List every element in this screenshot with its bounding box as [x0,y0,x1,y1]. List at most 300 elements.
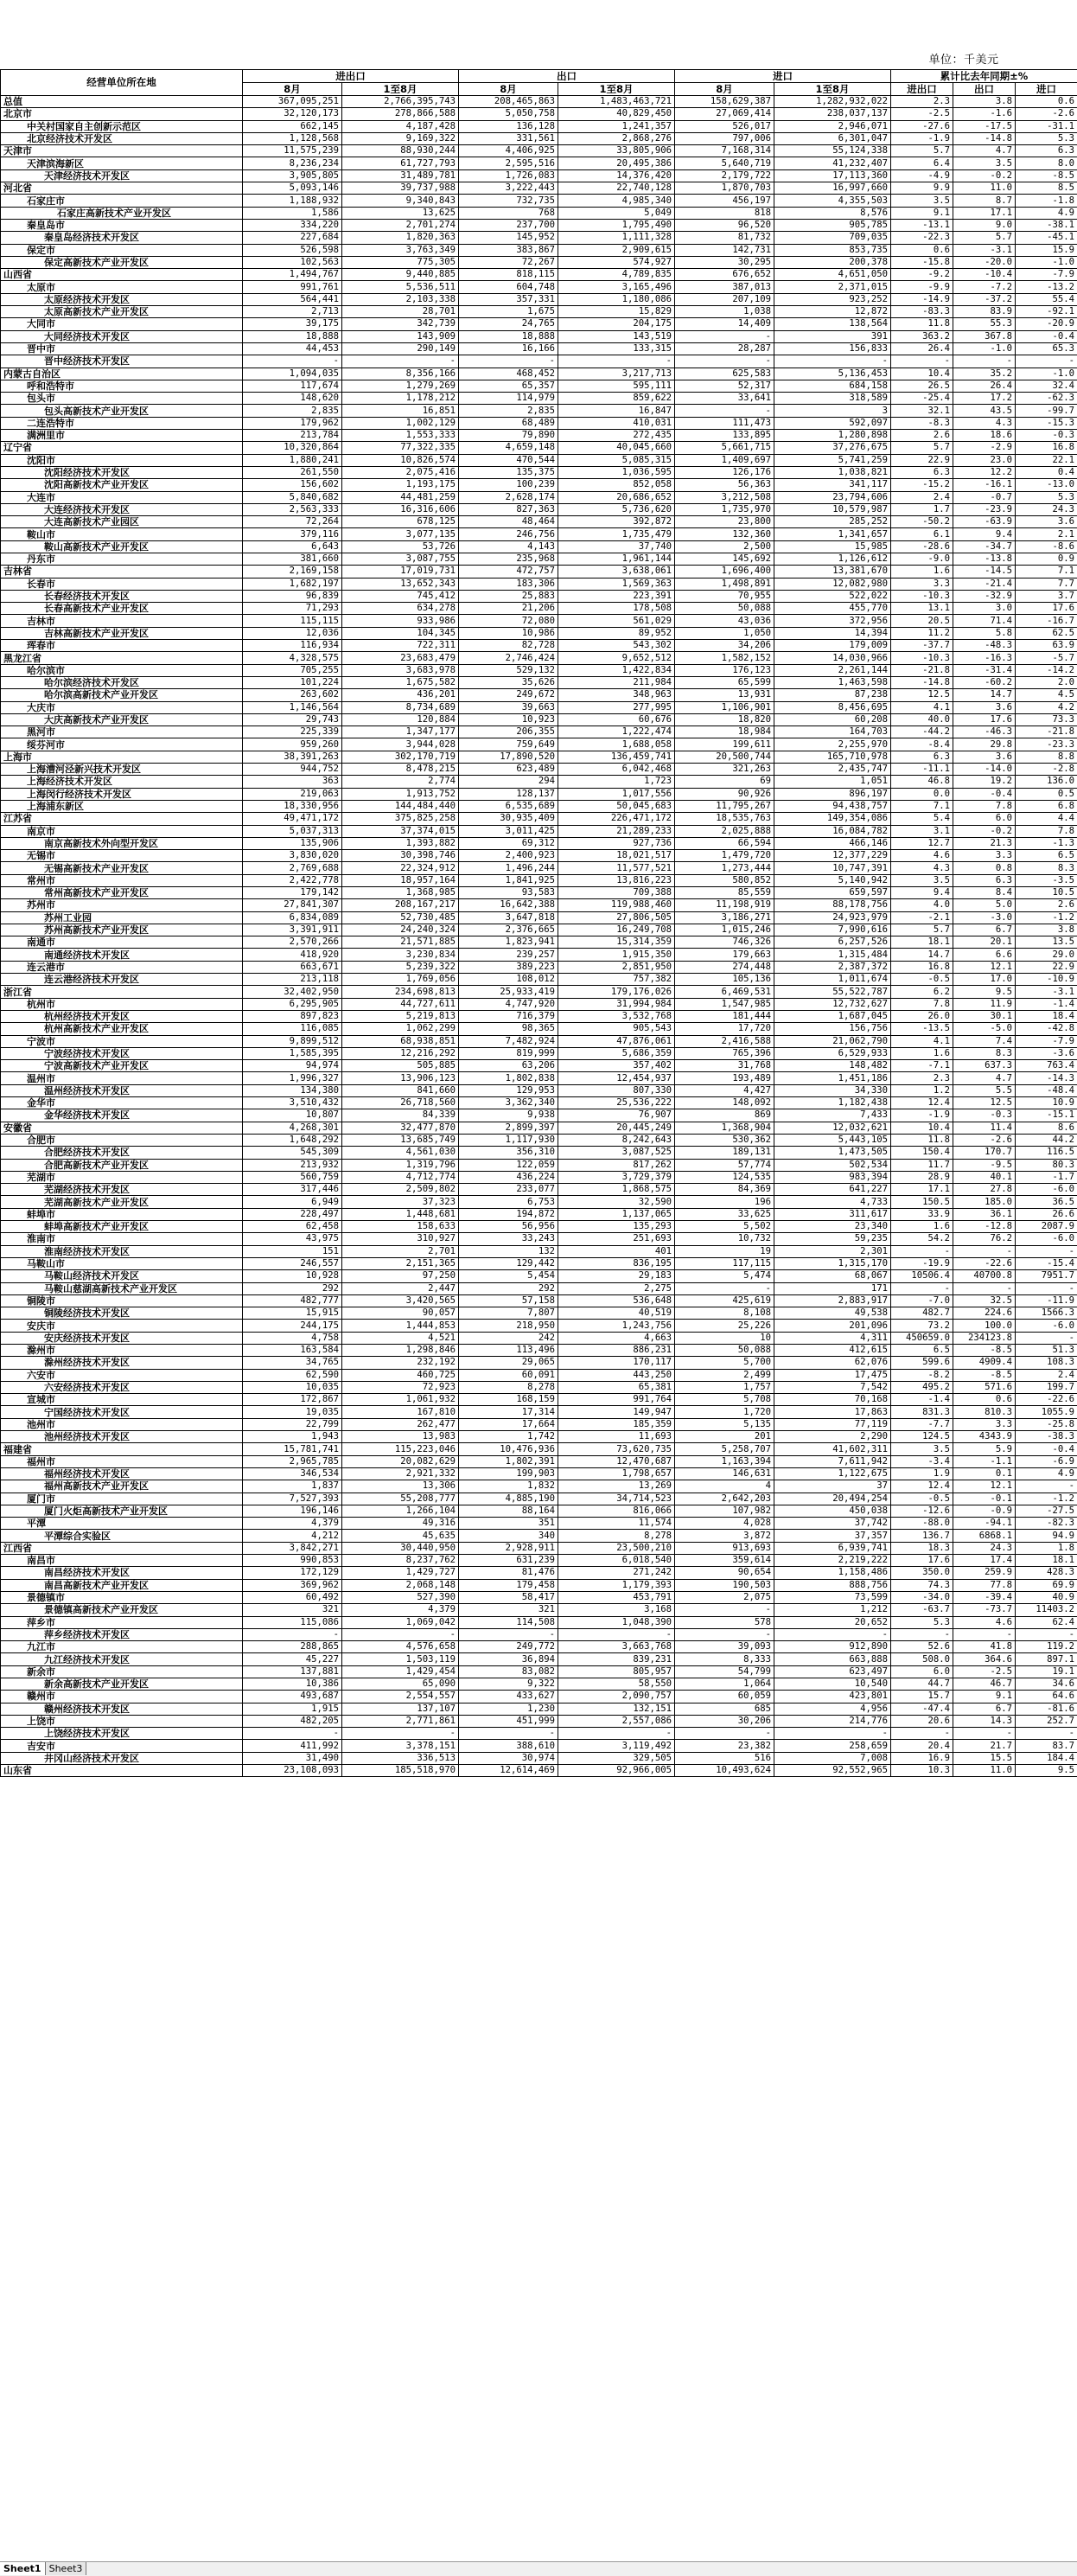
total-aug-cell: 545,309 [243,1147,342,1159]
export-aug-cell: 145,952 [459,232,558,244]
yoy-import-cell: 2.6 [1016,899,1077,911]
yoy-import-cell: -27.5 [1016,1505,1077,1517]
yoy-import-cell: 4.9 [1016,1467,1077,1480]
import-aug-cell: 625,583 [675,368,774,380]
total-jan-aug-cell: 4,712,774 [342,1171,459,1183]
region-name-cell: 合肥经济技术开发区 [1,1147,243,1159]
region-name-cell: 宣城市 [1,1394,243,1406]
total-aug-cell: 662,145 [243,120,342,132]
header-export: 出口 [459,70,675,83]
yoy-import-cell: 64.6 [1016,1691,1077,1703]
yoy-export-cell: 6.7 [953,924,1016,936]
import-jan-aug-cell: 7,990,616 [774,924,891,936]
yoy-export-cell: -8.5 [953,1344,1016,1356]
yoy-import-cell: 15.9 [1016,244,1077,256]
total-aug-cell: 135,906 [243,837,342,849]
import-aug-cell: 526,017 [675,120,774,132]
yoy-total-cell: -2.1 [891,911,953,924]
import-aug-cell: 107,982 [675,1505,774,1517]
header-total-jan-aug: 1至8月 [342,83,459,96]
import-jan-aug-cell: 138,564 [774,318,891,330]
region-name-cell: 丹东市 [1,553,243,565]
export-aug-cell: 88,164 [459,1505,558,1517]
import-jan-aug-cell: 6,529,933 [774,1047,891,1059]
import-jan-aug-cell: 14,030,966 [774,652,891,664]
table-row [1,590,1077,602]
import-jan-aug-cell: 285,252 [774,516,891,528]
export-aug-cell: 1,823,941 [459,936,558,949]
import-jan-aug-cell: 1,038,821 [774,466,891,478]
table-row [1,1591,1077,1603]
table-row [1,998,1077,1010]
total-aug-cell: 101,224 [243,676,342,688]
yoy-total-cell: -15.8 [891,256,953,268]
region-name-cell: 常州市 [1,874,243,886]
total-jan-aug-cell: 115,223,046 [342,1443,459,1455]
export-aug-cell: 470,544 [459,454,558,466]
total-aug-cell: 134,380 [243,1084,342,1096]
export-jan-aug-cell: 1,735,479 [558,528,675,540]
table-row [1,1047,1077,1059]
total-jan-aug-cell: 302,170,719 [342,751,459,763]
yoy-import-cell: - [1016,1245,1077,1257]
yoy-total-cell: 52.6 [891,1641,953,1653]
total-aug-cell: 1,094,035 [243,368,342,380]
total-aug-cell: 321 [243,1604,342,1616]
total-aug-cell: 3,842,271 [243,1542,342,1554]
table-row [1,368,1077,380]
total-jan-aug-cell: 137,107 [342,1703,459,1715]
total-aug-cell: 317,446 [243,1184,342,1196]
total-aug-cell: 116,934 [243,640,342,652]
total-aug-cell: 1,682,197 [243,578,342,590]
total-jan-aug-cell: - [342,1728,459,1740]
import-jan-aug-cell: 20,494,254 [774,1493,891,1505]
total-jan-aug-cell: 3,230,834 [342,949,459,961]
import-aug-cell: - [675,355,774,368]
region-name-cell: 连云港经济技术开发区 [1,974,243,986]
yoy-total-cell: 10.4 [891,368,953,380]
import-aug-cell: 4,028 [675,1518,774,1530]
yoy-export-cell: 17.0 [953,974,1016,986]
export-aug-cell: 623,489 [459,764,558,776]
export-aug-cell: 235,968 [459,553,558,565]
total-aug-cell: 2,713 [243,306,342,318]
total-jan-aug-cell: 342,739 [342,318,459,330]
yoy-import-cell: 36.5 [1016,1196,1077,1208]
yoy-import-cell: 1.8 [1016,1542,1077,1554]
import-jan-aug-cell: 238,037,137 [774,108,891,120]
total-jan-aug-cell: 1,347,177 [342,726,459,738]
yoy-export-cell: 5.0 [953,899,1016,911]
region-name-cell: 福州经济技术开发区 [1,1467,243,1480]
region-name-cell: 吉林市 [1,615,243,627]
import-aug-cell: 23,382 [675,1740,774,1752]
import-aug-cell: - [675,1628,774,1640]
total-jan-aug-cell: 4,521 [342,1332,459,1344]
import-jan-aug-cell: 171 [774,1282,891,1294]
import-jan-aug-cell: 1,315,170 [774,1257,891,1269]
export-aug-cell: 4,143 [459,540,558,553]
import-aug-cell: 50,088 [675,1344,774,1356]
total-aug-cell: 102,563 [243,256,342,268]
sheet-tab-sheet3[interactable]: Sheet3 [46,2562,87,2575]
yoy-import-cell: -6.0 [1016,1233,1077,1245]
import-jan-aug-cell: 912,890 [774,1641,891,1653]
region-name-cell: 内蒙古自治区 [1,368,243,380]
total-jan-aug-cell: 37,374,015 [342,825,459,837]
import-jan-aug-cell: 502,534 [774,1159,891,1171]
export-jan-aug-cell: 1,137,065 [558,1208,675,1220]
import-jan-aug-cell: 466,146 [774,837,891,849]
total-jan-aug-cell: 1,444,853 [342,1320,459,1332]
export-aug-cell: 135,375 [459,466,558,478]
total-jan-aug-cell: 13,685,749 [342,1134,459,1146]
import-jan-aug-cell: 663,888 [774,1653,891,1665]
import-aug-cell: 387,013 [675,281,774,293]
yoy-total-cell: 1.6 [891,1047,953,1059]
total-aug-cell: 15,781,741 [243,1443,342,1455]
yoy-import-cell: - [1016,1728,1077,1740]
total-aug-cell: 115,115 [243,615,342,627]
yoy-total-cell: 0.0 [891,788,953,800]
import-aug-cell: 18,535,763 [675,813,774,825]
import-jan-aug-cell: 8,456,695 [774,701,891,713]
import-aug-cell: 1,163,394 [675,1455,774,1467]
export-jan-aug-cell: 1,036,595 [558,466,675,478]
import-aug-cell: 516 [675,1752,774,1764]
yoy-export-cell: 637.3 [953,1060,1016,1072]
region-name-cell: 吉安市 [1,1740,243,1752]
yoy-total-cell: 28.9 [891,1171,953,1183]
yoy-import-cell: -2.6 [1016,108,1077,120]
yoy-export-cell: -9.5 [953,1159,1016,1171]
yoy-total-cell: 1.7 [891,503,953,515]
table-row [1,256,1077,268]
total-jan-aug-cell: 52,730,485 [342,911,459,924]
export-aug-cell: 3,222,443 [459,182,558,195]
import-jan-aug-cell: 372,956 [774,615,891,627]
total-jan-aug-cell: 2,766,395,743 [342,96,459,108]
yoy-total-cell: 6.3 [891,751,953,763]
yoy-import-cell: -1.2 [1016,1493,1077,1505]
import-aug-cell: 746,326 [675,936,774,949]
header-yoy-export: 出口 [953,83,1016,96]
table-row [1,96,1077,108]
export-aug-cell: 65,357 [459,380,558,392]
region-name-cell: 中关村国家自主创新示范区 [1,120,243,132]
table-row [1,578,1077,590]
yoy-export-cell: 46.7 [953,1678,1016,1691]
import-jan-aug-cell: 6,939,741 [774,1542,891,1554]
yoy-total-cell: 2.3 [891,1072,953,1084]
yoy-import-cell: 63.9 [1016,640,1077,652]
yoy-import-cell: -13.2 [1016,281,1077,293]
region-name-cell: 蚌埠市 [1,1208,243,1220]
region-name-cell: 马鞍山市 [1,1257,243,1269]
yoy-export-cell: -48.3 [953,640,1016,652]
import-aug-cell: 685 [675,1703,774,1715]
total-aug-cell: 115,086 [243,1616,342,1628]
yoy-import-cell: 897.1 [1016,1653,1077,1665]
yoy-import-cell: 136.0 [1016,776,1077,788]
header-total-trade: 进出口 [243,70,459,83]
export-jan-aug-cell: 76,907 [558,1109,675,1122]
import-aug-cell: 124,535 [675,1171,774,1183]
region-name-cell: 长春高新技术产业开发区 [1,603,243,615]
total-aug-cell: 3,830,020 [243,850,342,862]
region-name-cell: 萍乡市 [1,1616,243,1628]
yoy-export-cell: 23.0 [953,454,1016,466]
export-jan-aug-cell: 178,508 [558,603,675,615]
table-row [1,1282,1077,1294]
header-region: 经营单位所在地 [1,70,243,96]
import-aug-cell: - [675,1282,774,1294]
import-jan-aug-cell: 12,082,980 [774,578,891,590]
export-aug-cell: 239,257 [459,949,558,961]
export-jan-aug-cell: 149,947 [558,1406,675,1418]
total-aug-cell: 705,255 [243,664,342,676]
yoy-import-cell: -1.3 [1016,837,1077,849]
import-jan-aug-cell: 94,438,757 [774,800,891,812]
total-jan-aug-cell: 3,683,978 [342,664,459,676]
yoy-total-cell: 6.4 [891,157,953,169]
import-jan-aug-cell: 70,168 [774,1394,891,1406]
yoy-total-cell: 0.6 [891,244,953,256]
table-row [1,516,1077,528]
export-aug-cell: 136,128 [459,120,558,132]
region-name-cell: 温州经济技术开发区 [1,1084,243,1096]
export-jan-aug-cell: 1,723 [558,776,675,788]
table-row [1,776,1077,788]
import-aug-cell: 96,520 [675,219,774,231]
yoy-import-cell: 26.6 [1016,1208,1077,1220]
import-aug-cell: 148,092 [675,1097,774,1109]
export-jan-aug-cell: 92,966,005 [558,1765,675,1777]
table-row [1,491,1077,503]
yoy-import-cell: 116.5 [1016,1147,1077,1159]
table-row [1,380,1077,392]
total-jan-aug-cell: 460,725 [342,1369,459,1381]
region-name-cell: 南昌经济技术开发区 [1,1567,243,1579]
import-aug-cell: 869 [675,1109,774,1122]
total-jan-aug-cell: 5,219,813 [342,1010,459,1022]
yoy-total-cell: 3.5 [891,195,953,207]
import-aug-cell: 179,663 [675,949,774,961]
import-aug-cell: 69 [675,776,774,788]
yoy-total-cell: - [891,1628,953,1640]
export-jan-aug-cell: 3,165,496 [558,281,675,293]
yoy-import-cell: -0.4 [1016,1443,1077,1455]
import-jan-aug-cell: 37,276,675 [774,442,891,454]
total-aug-cell: 34,765 [243,1357,342,1369]
sheet-tab-sheet1[interactable]: Sheet1 [0,2562,46,2575]
table-row [1,169,1077,182]
yoy-total-cell: -88.0 [891,1518,953,1530]
export-aug-cell: 24,765 [459,318,558,330]
yoy-import-cell: 10.9 [1016,1097,1077,1109]
yoy-export-cell: 5.9 [953,1443,1016,1455]
region-name-cell: 晋中市 [1,342,243,355]
yoy-export-cell: 24.3 [953,1542,1016,1554]
yoy-import-cell: -15.4 [1016,1257,1077,1269]
export-jan-aug-cell: 1,179,393 [558,1579,675,1591]
yoy-import-cell: - [1016,1628,1077,1640]
total-aug-cell: 6,295,905 [243,998,342,1010]
total-aug-cell: 288,865 [243,1641,342,1653]
yoy-export-cell: 3.5 [953,157,1016,169]
export-jan-aug-cell: 5,049 [558,207,675,219]
yoy-export-cell: 83.9 [953,306,1016,318]
yoy-total-cell: 831.3 [891,1406,953,1418]
total-aug-cell: 4,268,301 [243,1122,342,1134]
import-aug-cell: 1,050 [675,627,774,639]
import-aug-cell: 2,642,203 [675,1493,774,1505]
region-name-cell: 六安经济技术开发区 [1,1381,243,1393]
yoy-import-cell: 8.8 [1016,751,1077,763]
export-aug-cell: 356,310 [459,1147,558,1159]
total-jan-aug-cell: 65,090 [342,1678,459,1691]
yoy-export-cell: -16.3 [953,652,1016,664]
import-jan-aug-cell: 450,038 [774,1505,891,1517]
yoy-import-cell: 55.4 [1016,293,1077,305]
import-jan-aug-cell: 905,785 [774,219,891,231]
yoy-import-cell: 94.9 [1016,1530,1077,1542]
yoy-total-cell: -2.5 [891,108,953,120]
import-aug-cell: 10,493,624 [675,1765,774,1777]
yoy-total-cell: 6.5 [891,1344,953,1356]
region-name-cell: 上饶经济技术开发区 [1,1728,243,1740]
yoy-total-cell: 11.2 [891,627,953,639]
total-aug-cell: 29,743 [243,713,342,725]
import-aug-cell: 34,206 [675,640,774,652]
yoy-import-cell: 32.4 [1016,380,1077,392]
yoy-total-cell: -22.3 [891,232,953,244]
export-jan-aug-cell: 6,042,468 [558,764,675,776]
import-aug-cell: 190,503 [675,1579,774,1591]
yoy-export-cell: -0.3 [953,1109,1016,1122]
table-row [1,1134,1077,1146]
import-jan-aug-cell: 2,255,970 [774,738,891,751]
total-jan-aug-cell: 61,727,793 [342,157,459,169]
total-jan-aug-cell: 18,957,164 [342,874,459,886]
export-aug-cell: 351 [459,1518,558,1530]
region-name-cell: 宁波高新技术产业开发区 [1,1060,243,1072]
region-name-cell: 保定高新技术产业开发区 [1,256,243,268]
import-jan-aug-cell: 896,197 [774,788,891,800]
yoy-export-cell: -0.9 [953,1505,1016,1517]
export-aug-cell: 2,628,174 [459,491,558,503]
import-jan-aug-cell: 24,923,979 [774,911,891,924]
import-aug-cell: 30,206 [675,1715,774,1727]
total-jan-aug-cell: 278,866,588 [342,108,459,120]
export-aug-cell: 9,938 [459,1109,558,1122]
yoy-export-cell: -0.2 [953,825,1016,837]
export-jan-aug-cell: 1,688,058 [558,738,675,751]
import-jan-aug-cell: 4,733 [774,1196,891,1208]
total-aug-cell: 411,992 [243,1740,342,1752]
yoy-export-cell: 0.6 [953,1394,1016,1406]
yoy-export-cell: 100.0 [953,1320,1016,1332]
yoy-export-cell: 4.7 [953,145,1016,157]
yoy-export-cell: -37.2 [953,293,1016,305]
import-aug-cell: 27,069,414 [675,108,774,120]
total-jan-aug-cell: 2,075,416 [342,466,459,478]
export-aug-cell: 1,726,083 [459,169,558,182]
total-jan-aug-cell: 31,489,781 [342,169,459,182]
yoy-total-cell: 18.3 [891,1542,953,1554]
import-jan-aug-cell: 17,475 [774,1369,891,1381]
import-jan-aug-cell: 1,212 [774,1604,891,1616]
table-row [1,1418,1077,1430]
yoy-export-cell: 3.6 [953,701,1016,713]
total-jan-aug-cell: 375,825,258 [342,813,459,825]
total-jan-aug-cell: 39,737,988 [342,182,459,195]
yoy-import-cell: 6.5 [1016,850,1077,862]
export-jan-aug-cell: 807,330 [558,1084,675,1096]
yoy-import-cell: 22.9 [1016,961,1077,973]
import-aug-cell: 10,732 [675,1233,774,1245]
total-aug-cell: 6,834,089 [243,911,342,924]
region-name-cell: 厦门市 [1,1493,243,1505]
total-jan-aug-cell: 1,448,681 [342,1208,459,1220]
total-aug-cell: 526,598 [243,244,342,256]
export-aug-cell: 72,080 [459,615,558,627]
region-name-cell: 江苏省 [1,813,243,825]
header-export-aug: 8月 [459,83,558,96]
export-jan-aug-cell: 251,693 [558,1233,675,1245]
yoy-import-cell: 184.4 [1016,1752,1077,1764]
yoy-total-cell: -25.4 [891,393,953,405]
table-row [1,1035,1077,1047]
region-name-cell: 赣州市 [1,1691,243,1703]
export-aug-cell: 5,454 [459,1270,558,1282]
table-row [1,1555,1077,1567]
total-jan-aug-cell: 1,769,056 [342,974,459,986]
yoy-total-cell: 6.2 [891,986,953,998]
total-jan-aug-cell: 232,192 [342,1357,459,1369]
export-aug-cell: 389,223 [459,961,558,973]
export-jan-aug-cell: - [558,1728,675,1740]
total-jan-aug-cell: 90,057 [342,1307,459,1320]
region-name-cell: 鞍山市 [1,528,243,540]
yoy-import-cell: -1.0 [1016,368,1077,380]
export-aug-cell: 48,464 [459,516,558,528]
export-jan-aug-cell: 23,500,210 [558,1542,675,1554]
total-jan-aug-cell: 16,316,606 [342,503,459,515]
region-name-cell: 鞍山高新技术产业开发区 [1,540,243,553]
import-jan-aug-cell: 455,770 [774,603,891,615]
import-jan-aug-cell: 49,538 [774,1307,891,1320]
export-aug-cell: 129,953 [459,1084,558,1096]
region-name-cell: 太原市 [1,281,243,293]
export-aug-cell: 357,331 [459,293,558,305]
export-aug-cell: 827,363 [459,503,558,515]
total-jan-aug-cell: 8,356,166 [342,368,459,380]
yoy-total-cell: 26.4 [891,342,953,355]
import-aug-cell: 5,502 [675,1221,774,1233]
table-row [1,1628,1077,1640]
region-name-cell: 辽宁省 [1,442,243,454]
import-aug-cell: 18,820 [675,713,774,725]
import-aug-cell: 70,955 [675,590,774,602]
export-jan-aug-cell: 1,422,834 [558,664,675,676]
yoy-total-cell: -19.9 [891,1257,953,1269]
import-aug-cell: 2,416,588 [675,1035,774,1047]
total-jan-aug-cell: 143,909 [342,330,459,342]
region-name-cell: 金华市 [1,1097,243,1109]
region-name-cell: 赣州经济技术开发区 [1,1703,243,1715]
